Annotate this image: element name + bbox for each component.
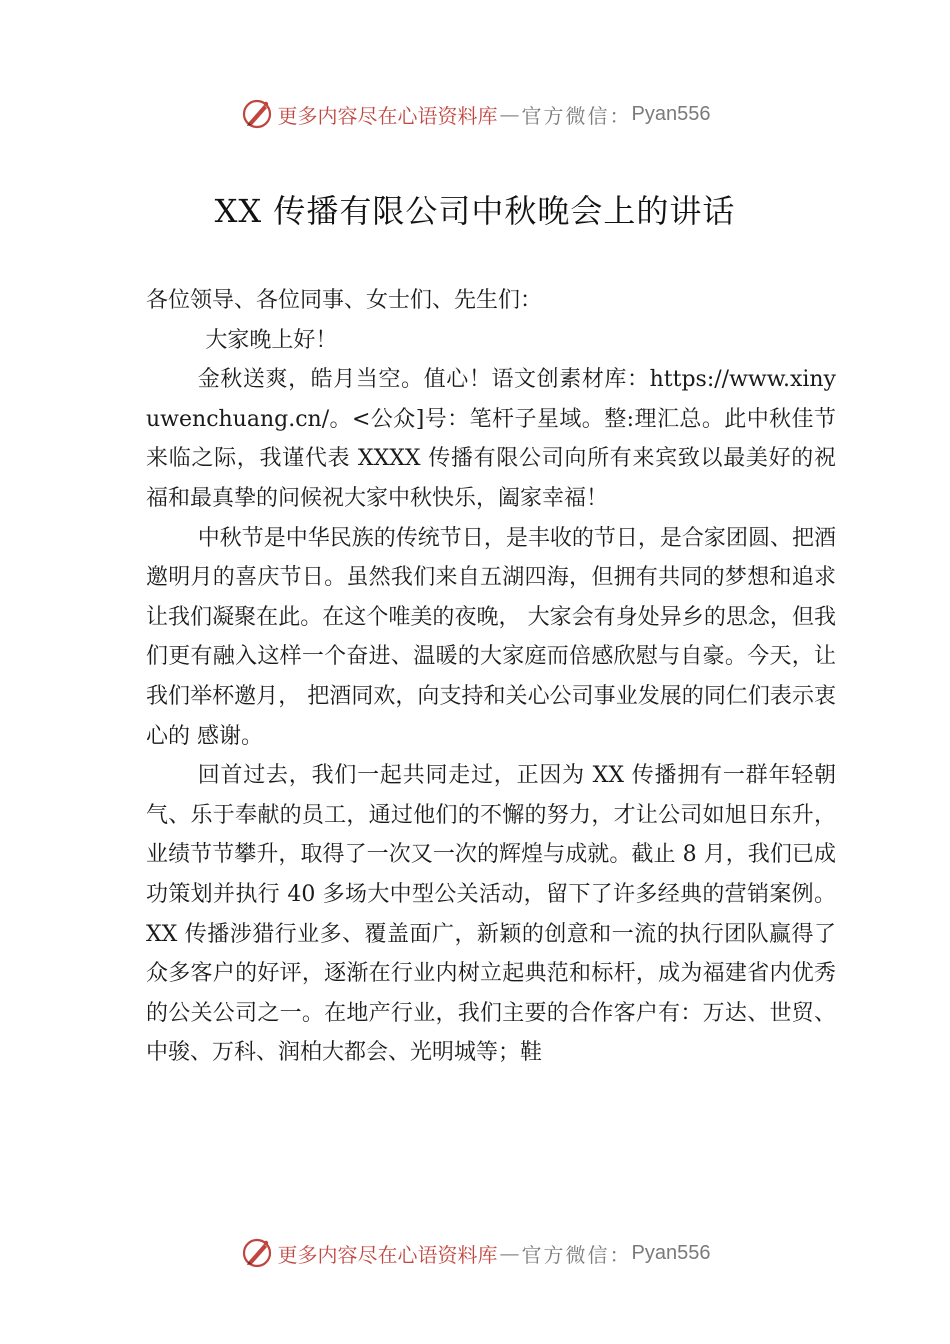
banner-dash: — <box>499 1241 520 1265</box>
banner-wechat-id: Pyan556 <box>631 1241 711 1264</box>
banner-wechat-id: Pyan556 <box>631 102 711 125</box>
document-body <box>146 281 836 1073</box>
paragraph-review: 回首过去，我们一起共同走过，正因为 XX 传播拥有一群年轻朝气、乐于奉献的员工，通过他们的不懈的努力，才让公司如旭日东升，业绩节节攀升，取得了一次又一次的辉煌与成就。截止 8 月，我们已成功策划并执行 40 多场大中型公关活动，留下了许多经典的营销案例。XX 传播涉猎行业多、覆盖面广，新颖的创意和一流的执行团队赢得了众多客户的好评，逐渐在行业内树立起典范和标杆，成为福建省内优秀的公关公司之一。在地产行业，我们主要的合作客户有：万达、世贸、中骏、万科、润柏大都会、光明城等；鞋 <box>146 763 836 1066</box>
paragraph-opening: 金秋送爽，皓月当空。值心！语文创素材库：https://www.xinyuwenchuang.cn/。<公众]号：笔杆子星域。整:理汇总。此中秋佳节来临之际，我谨代表 XXXX 传播有限公司向所有来宾致以最美好的祝福和最真挚的问候祝大家中秋快乐，阖家幸福！ <box>146 367 836 511</box>
pen-logo-icon <box>240 1236 274 1270</box>
banner-wechat-label: 官方微信： <box>521 103 632 128</box>
paragraph-festival: 中秋节是中华民族的传统节日，是丰收的节日，是合家团圆、把酒邀明月的喜庆节日。虽然我们来自五湖四海，但拥有共同的梦想和追求让我们凝聚在此。在这个唯美的夜晚， 大家会有身处异乡的思念，但我们更有融入这样一个奋进、温暖的大家庭而倍感欣慰与自豪。今天，让我们举杯邀月， 把酒同欢，向支持和关心公司事业发展的同仁们表示衷心的 感谢。 <box>146 525 836 749</box>
pen-logo-icon <box>240 97 274 131</box>
salutation: 各位领导、各位同事、女士们、先生们： <box>146 288 543 313</box>
greeting: 大家晚上好！ <box>205 327 338 353</box>
banner-promo-text: 更多内容尽在心语资料库 <box>277 1242 498 1267</box>
banner-dash: — <box>499 102 520 126</box>
header-banner <box>0 94 950 134</box>
banner-wechat-label: 官方微信： <box>521 1242 632 1267</box>
banner-promo-text: 更多内容尽在心语资料库 <box>277 103 498 128</box>
footer-banner <box>0 1233 950 1273</box>
document-title: XX 传播有限公司中秋晚会上的讲话 <box>214 192 736 230</box>
